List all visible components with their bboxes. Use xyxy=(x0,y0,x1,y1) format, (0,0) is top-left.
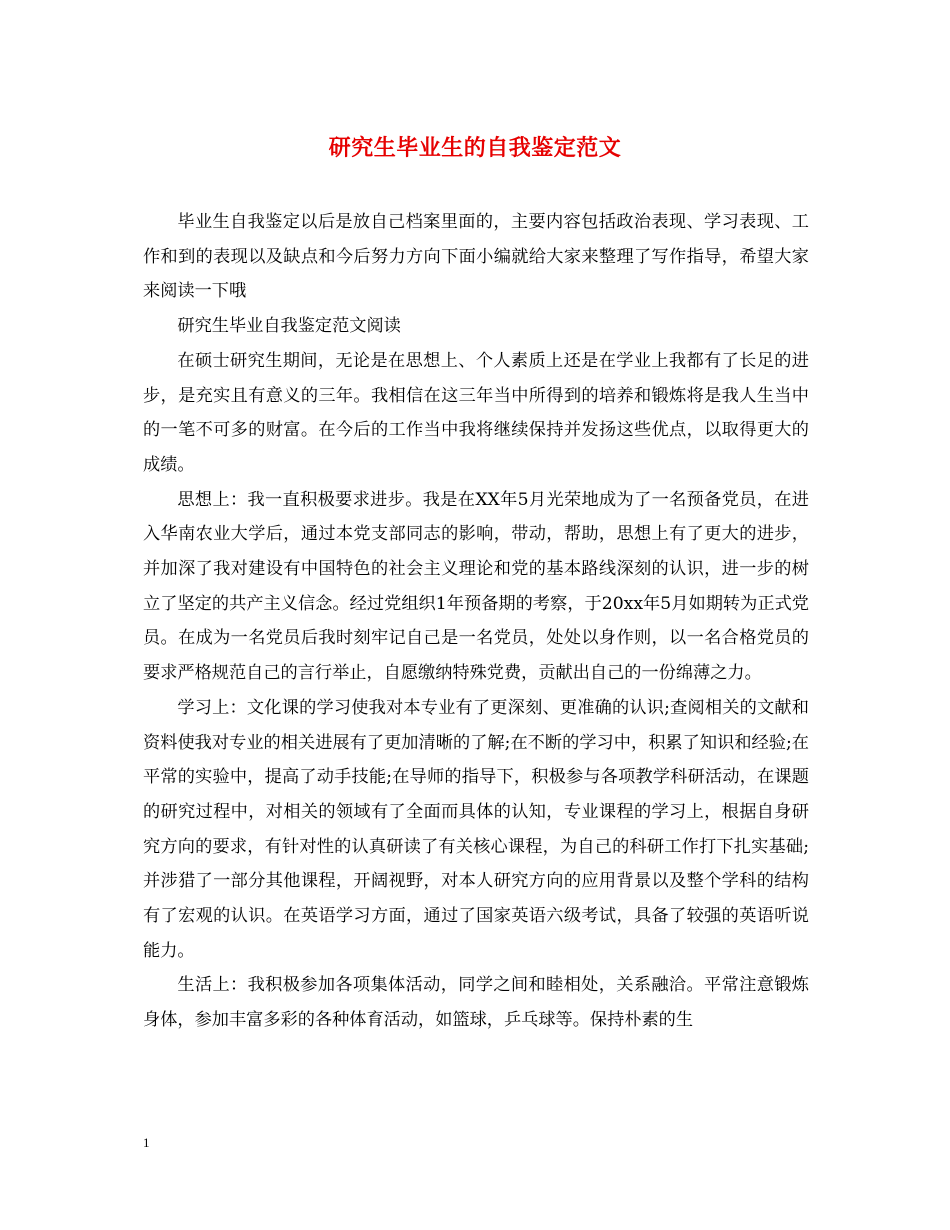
page-number: 1 xyxy=(143,1135,150,1150)
paragraph-subheading: 研究生毕业自我鉴定范文阅读 xyxy=(177,316,401,337)
document-body xyxy=(143,205,809,1038)
document-title: 研究生毕业生的自我鉴定范文 xyxy=(328,135,622,161)
paragraph-study: 学习上：文化课的学习使我对本专业有了更深刻、更准确的认识;查阅相关的文献和资料使我对专业的相关进展有了更加清晰的了解;在不断的学习中，积累了知识和经验;在平常的实验中，提高了动手技能;在导师的指导下，积极参与各项教学科研活动，在课题的研究过程中，对相关的领域有了全面而具体的认知，专业课程的学习上，根据自身研究方向的要求，有针对性的认真研读了有关核心课程，为自己的科研工作打下扎实基础;并涉猎了一部分其他课程，开阔视野，对本人研究方向的应用背景以及整个学科的结构有了宏观的认识。在英语学习方面，通过了国家英语六级考试，具备了较强的英语听说能力。 xyxy=(143,697,809,961)
paragraph-overview: 在硕士研究生期间，无论是在思想上、个人素质上还是在学业上我都有了长足的进步，是充实且有意义的三年。我相信在这三年当中所得到的培养和锻炼将是我人生当中的一笔不可多的财富。在今后的工作当中我将继续保持并发扬这些优点，以取得更大的成绩。 xyxy=(143,350,809,475)
paragraph-life: 生活上：我积极参加各项集体活动，同学之间和睦相处，关系融洽。平常注意锻炼身体，参加丰富多彩的各种体育活动，如篮球，乒乓球等。保持朴素的生 xyxy=(143,975,809,1031)
paragraph-ideology: 思想上：我一直积极要求进步。我是在XX年5月光荣地成为了一名预备党员，在进入华南农业大学后，通过本党支部同志的影响，带动，帮助，思想上有了更大的进步，并加深了我对建设有中国特色的社会主义理论和党的基本路线深刻的认识，进一步的树立了坚定的共产主义信念。经过党组织1年预备期的考察，于20xx年5月如期转为正式党员。在成为一名党员后我时刻牢记自己是一名党员，处处以身作则，以一名合格党员的要求严格规范自己的言行举止，自愿缴纳特殊党费，贡献出自己的一份绵薄之力。 xyxy=(143,489,809,684)
paragraph-intro: 毕业生自我鉴定以后是放自己档案里面的，主要内容包括政治表现、学习表现、工作和到的表现以及缺点和今后努力方向下面小编就给大家来整理了写作指导，希望大家来阅读一下哦 xyxy=(143,212,809,302)
